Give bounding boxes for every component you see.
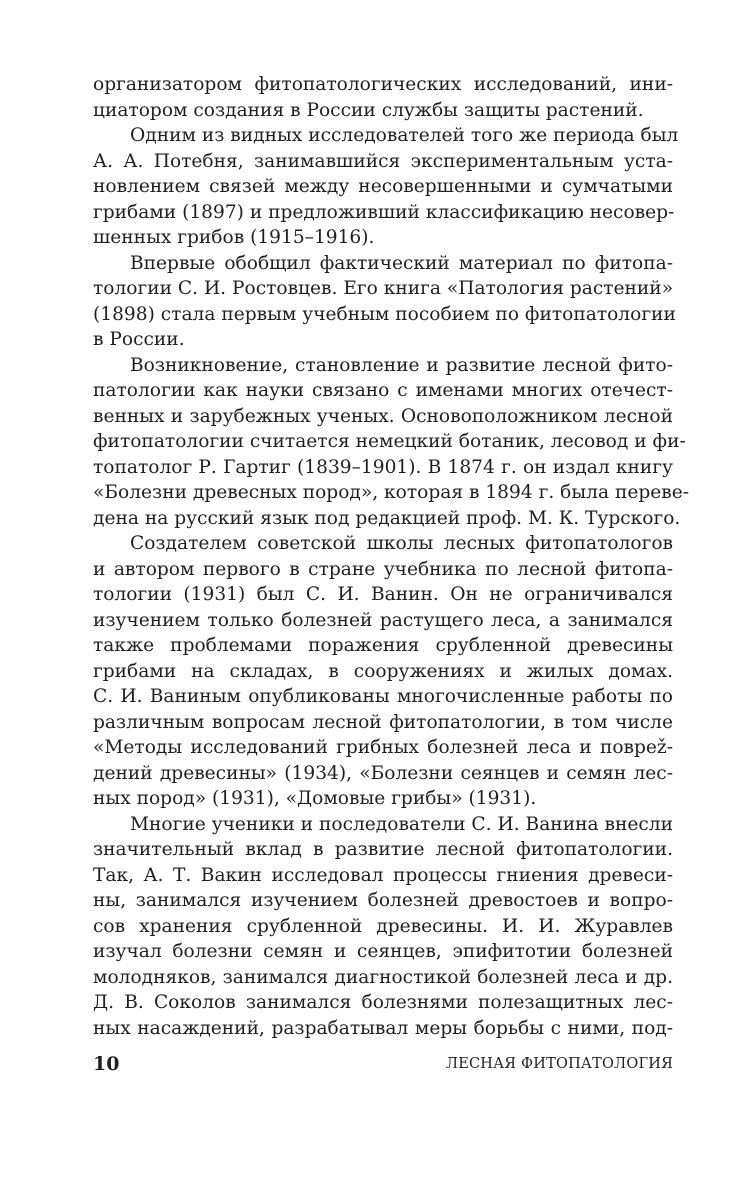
text-line: Возникновение, становление и развитие лесной фито- (130, 354, 673, 376)
text-line: (1898) стала первым учебным пособием по фитопатологии (93, 303, 676, 325)
text-line: Создателем советской школы лесных фитопатологов (130, 533, 673, 554)
text-line: «Методы исследований грибных болезней леса и поврež- (93, 737, 673, 758)
text-line: Многие ученики и последователи С. И. Ванина внесли (130, 813, 673, 835)
paragraph (93, 353, 689, 532)
text-line: новлением связей между несовершенными и сумчатыми (93, 176, 673, 197)
text-line: в России. (93, 329, 185, 350)
page-footer (93, 1051, 673, 1077)
text-line: «Болезни древесных пород», которая в 1894 г. была переве- (93, 482, 689, 503)
paragraph (93, 812, 673, 1042)
text-line: организатором фитопатологических исследований, ини- (93, 74, 673, 95)
text-line: шенных грибов (1915–1916). (93, 227, 375, 248)
text-line: Д. В. Соколов занимался болезнями полезащитных лес- (93, 992, 673, 1013)
text-line: молодняков, занимался диагностикой болезней леса и др. (93, 966, 673, 988)
text-line: топатолог Р. Гартиг (1839–1901). В 1874 г. он издал книгу (93, 456, 673, 478)
text-line: также проблемами поражения срубленной древесины (93, 635, 673, 656)
text-line: изучением только болезней растущего леса, а занимался (93, 609, 673, 631)
text-line: грибами на складах, в сооружениях и жилых домах. (93, 660, 673, 682)
paragraph (93, 72, 673, 123)
text-line: ных насаждений, разрабатывал меры борьбы с ними, под- (93, 1017, 673, 1039)
text-line: различным вопросам лесной фитопатологии, в том числе (93, 711, 673, 733)
text-line: С. И. Ваниным опубликованы многочисленные работы по (93, 686, 673, 707)
paragraph (93, 251, 676, 353)
text-line: тологии (1931) был С. И. Ванин. Он не ограничивался (93, 584, 673, 605)
text-line: циатором создания в России службы защиты растений. (93, 99, 644, 121)
text-line: тологии С. И. Ростовцев. Его книга «Патология растений» (93, 278, 674, 299)
text-line: значительный вклад в развитие лесной фитопатологии. (93, 839, 673, 860)
text-line: фитопатологии считается немецкий ботаник, лесовод и фи- (93, 431, 686, 452)
text-line: сов хранения срубленной древесины. И. И. Журавлев (93, 915, 673, 937)
text-line: А. А. Потебня, занимавшийся экспериментальным уста- (93, 150, 673, 172)
running-title: ЛЕСНАЯ ФИТОПАТОЛОГИЯ (445, 1056, 673, 1072)
paragraph (93, 531, 673, 812)
text-line: дений древесины» (1934), «Болезни сеянцев и семян лес- (93, 762, 673, 784)
body-text (93, 72, 689, 1041)
text-line: патологии как науки связано с именами многих отечест- (93, 380, 673, 401)
text-line: Впервые обобщил фактический материал по фитопа- (130, 252, 673, 274)
text-line: изучал болезни семян и сеянцев, эпифитотии болезней (93, 941, 673, 962)
text-line: грибами (1897) и предложивший классификацию несовер- (93, 201, 675, 223)
paragraph (93, 123, 679, 251)
page-number: 10 (93, 1053, 120, 1075)
text-line: Так, А. Т. Вакин исследовал процессы гниения древеси- (93, 864, 673, 886)
text-line: ных пород» (1931), «Домовые грибы» (1931). (93, 788, 537, 809)
text-line: и автором первого в стране учебника по лесной фитопа- (93, 558, 673, 580)
text-line: дена на русский язык под редакцией проф. М. К. Турского. (93, 507, 681, 529)
text-line: ны, занимался изучением болезней древостоев и вопро- (93, 890, 673, 911)
text-line: венных и зарубежных ученых. Основоположником лесной (93, 405, 673, 427)
text-line: Одним из видных исследователей того же периода был (130, 125, 679, 146)
